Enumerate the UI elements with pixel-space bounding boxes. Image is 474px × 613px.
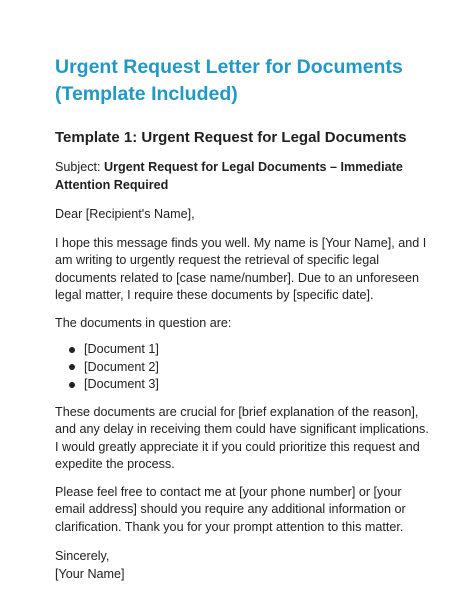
documents-intro: The documents in question are: [55,315,232,330]
document-item-label: [Document 1] [84,342,159,356]
bullet-icon [69,347,75,353]
importance-paragraph: These documents are crucial for [brief explanation of the reason], and any delay in receiving them could have significant implications. I would greatly appreciate it if you could prioritize this request and expedite the process. [55,404,429,471]
template-heading: Template 1: Urgent Request for Legal Documents [55,129,407,146]
subject-text: Urgent Request for Legal Documents – Immediate Attention Required [55,160,403,192]
document-list [55,341,434,394]
contact-paragraph: Please feel free to contact me at [your phone number] or [your email address] should you require any additional information or clarification. Thank you for your prompt attention to this matter. [55,484,406,534]
signoff-text: Sincerely, [55,549,110,563]
list-item [55,359,434,377]
signoff [55,548,434,583]
intro-paragraph: I hope this message finds you well. My name is [Your Name], and I am writing to urgently request the retrieval of specific legal documents related to [case name/number]. Due to an unforeseen legal matter, I require these documents by [specific date]. [55,235,427,302]
document-item-label: [Document 2] [84,359,159,374]
signature: [Your Name] [55,566,125,581]
subject-label: Subject: [55,160,105,174]
list-item [55,341,434,359]
list-item [55,376,434,394]
page-title: Urgent Request Letter for Documents (Template Included) [55,56,403,105]
subject-line [55,159,434,194]
bullet-icon [69,382,75,388]
greeting: Dear [Recipient's Name], [55,207,195,221]
bullet-icon [69,364,75,370]
document-item-label: [Document 3] [84,377,159,391]
